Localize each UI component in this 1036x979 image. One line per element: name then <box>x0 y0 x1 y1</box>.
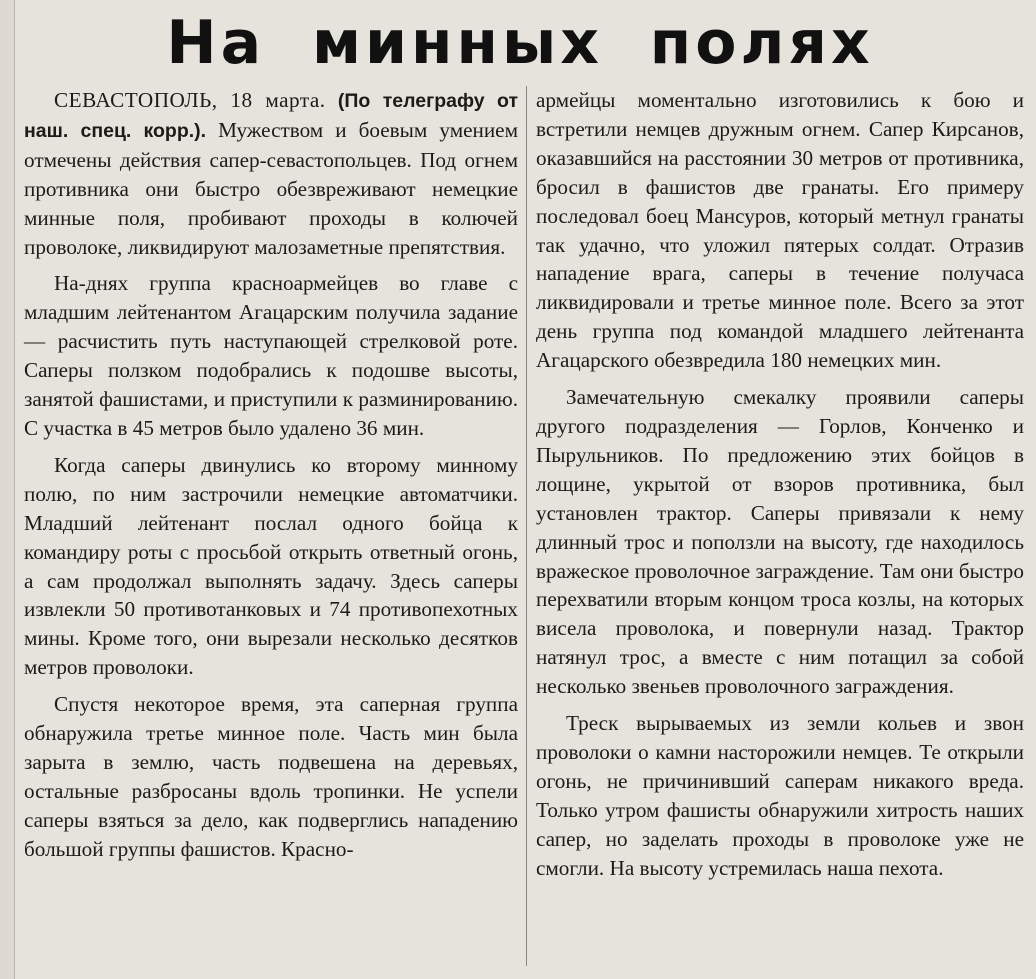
article-paragraph: Спустя некоторое время, эта саперная группа обнаружила третье минное поле. Часть мин была зарыта в землю, часть подвешена на деревьях, остальные разбросаны вдоль тропинки. Не успели саперы взяться за дело, как подверглись нападению большой группы фашистов. Красно- <box>24 692 518 861</box>
article-headline: На минных полях <box>166 8 874 78</box>
article-paragraph <box>24 86 518 261</box>
dateline: СЕВАСТОПОЛЬ, 18 марта. <box>54 88 326 112</box>
article-paragraph: На-днях группа красноармейцев во главе с младшим лейтенантом Агацарским получила задание — расчистить путь наступающей стрелковой роте. Саперы ползком подобрались к подошве высоты, занятой фашистами, и приступили к разминированию. С участка в 45 метров было удалено 36 мин. <box>24 271 518 440</box>
column-divider <box>526 86 527 966</box>
article-column-right <box>536 86 1024 890</box>
byline: (По телеграфу от наш. спец. корр.). <box>24 90 518 142</box>
page-left-edge <box>0 0 15 979</box>
article-column-left <box>24 86 518 872</box>
article-paragraph: Замечательную смекалку проявили саперы другого подразделения — Горлов, Конченко и Пырульников. По предложению этих бойцов в лощине, укрытой от взоров противника, был установлен трактор. Саперы привязали к нему длинный трос и поползли на высоту, где находилось вражеское проволочное заграждение. Там они быстро перехватили вторым концом троса козлы, на которых висела проволока, и повернули назад. Трактор натянул трос, а вместе с ним потащил за собой несколько звеньев проволочного заграждения. <box>536 385 1024 699</box>
article-paragraph: Треск вырываемых из земли кольев и звон проволоки о камни насторожили немцев. Те открыли огонь, не причинивший саперам никакого вреда. Только утром фашисты обнаружили хитрость наших сапер, но заделать проходы в проволоке уже не смогли. На высоту устремилась наша пехота. <box>536 711 1024 880</box>
paragraph-text: Мужеством и боевым умением отмечены действия сапер-севастопольцев. Под огнем противника они быстро обезвреживают немецкие минные поля, пробивают проходы в колючей проволоке, ликвидируют малозаметные препятствия. <box>24 117 518 259</box>
article-paragraph: Когда саперы двинулись ко второму минному полю, по ним застрочили немецкие автоматчики. Младший лейтенант послал одного бойца к командиру роты с просьбой открыть ответный огонь, а сам продолжал выполнять задачу. Здесь саперы извлекли 50 противотанковых и 74 противопехотных мины. Кроме того, они вырезали несколько десятков метров проволоки. <box>24 452 518 680</box>
article-paragraph-continued: армейцы моментально изготовились к бою и встретили немцев дружным огнем. Сапер Кирсанов, оказавшийся на расстоянии 30 метров от противника, бросил в фашистов две гранаты. Его примеру последовал боец Мансуров, который метнул гранаты так удачно, что уложил пятерых солдат. Отразив нападение врага, саперы в течение получаса ликвидировали и третье минное поле. Всего за этот день группа под командой младшего лейтенанта Агацарского обезвредила 180 немецких мин. <box>536 88 1024 373</box>
